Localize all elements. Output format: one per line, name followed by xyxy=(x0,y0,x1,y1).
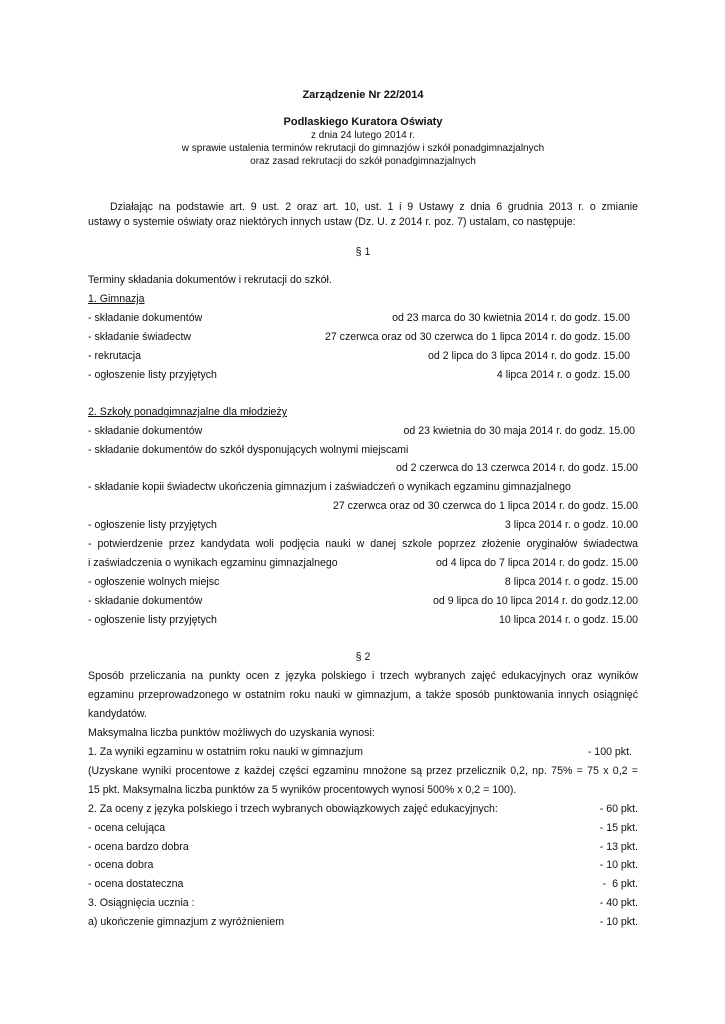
section-2-intro-line-1: Sposób przeliczania na punkty ocen z języka polskiego i trzech wybranych zajęć edukacyjnych oraz wyników xyxy=(88,670,638,682)
row-label: - ogłoszenie listy przyjętych xyxy=(88,519,217,531)
row-label: 1. Za wyniki egzaminu w ostatnim roku nauki w gimnazjum xyxy=(88,746,363,758)
row-label: - ogłoszenie listy przyjętych xyxy=(88,614,217,626)
ponadgimnazjalne-heading: 2. Szkoły ponadgimnazjalne dla młodzieży xyxy=(88,406,288,418)
row-value: - 60 pkt. xyxy=(599,803,638,815)
row-value: - 10 pkt. xyxy=(599,916,638,928)
row-value: - 13 pkt. xyxy=(599,841,638,853)
gimnazja-heading: 1. Gimnazja xyxy=(88,293,145,305)
row-value: - 40 pkt. xyxy=(599,897,638,909)
ponadgimnazjalne-row-label: - składanie dokumentów do szkół dysponujących wolnymi miejscami xyxy=(88,444,409,456)
row-value: od 9 lipca do 10 lipca 2014 r. do godz.12.00 xyxy=(433,595,638,607)
row-value: - 15 pkt. xyxy=(599,822,638,834)
row-label: - ogłoszenie listy przyjętych xyxy=(88,369,217,381)
row-label: - składanie dokumentów xyxy=(88,425,203,437)
row-label: - ocena celująca xyxy=(88,822,166,834)
row-value: 10 lipca 2014 r. o godz. 15.00 xyxy=(498,614,638,626)
row-label: - ocena dostateczna xyxy=(88,878,184,890)
row-value: 3 lipca 2014 r. o godz. 10.00 xyxy=(504,519,638,531)
row-value: - 100 pkt. xyxy=(587,746,632,758)
note-line-1: (Uzyskane wyniki procentowe z każdej części egzaminu mnożone są przez przelicznik 0,2, np. 75% = 75 x 0,2 = xyxy=(88,765,638,777)
document-subtitle: Podlaskiego Kuratora Oświaty xyxy=(283,116,443,128)
section-1-intro: Terminy składania dokumentów i rekrutacji do szkół. xyxy=(88,274,332,286)
row-value: 4 lipca 2014 r. o godz. 15.00 xyxy=(496,369,630,381)
row-value: 8 lipca 2014 r. o godz. 15.00 xyxy=(504,576,638,588)
row-value: - 10 pkt. xyxy=(599,859,638,871)
section-2-intro-line-3: kandydatów. xyxy=(88,708,147,720)
row-value: - 6 pkt. xyxy=(602,878,638,890)
row-value: od 4 lipca do 7 lipca 2014 r. do godz. 15.00 xyxy=(435,557,638,569)
row-label: i zaświadczenia o wynikach egzaminu gimnazjalnego xyxy=(88,557,338,569)
row-label: - ocena bardzo dobra xyxy=(88,841,189,853)
row-label: - składanie świadectw xyxy=(88,331,192,343)
row-value: od 2 czerwca do 13 czerwca 2014 r. do godz. 15.00 xyxy=(395,462,638,474)
ponadgimnazjalne-row-label: - potwierdzenie przez kandydata woli podjęcia nauki w danej szkole poprzez złożenie oryginałów świadectwa xyxy=(88,538,638,550)
row-label: a) ukończenie gimnazjum z wyróżnieniem xyxy=(88,916,285,928)
document-subject-line-1: w sprawie ustalenia terminów rekrutacji do gimnazjów i szkół ponadgimnazjalnych xyxy=(181,143,545,154)
row-label: - rekrutacja xyxy=(88,350,141,362)
row-value: 27 czerwca oraz od 30 czerwca do 1 lipca 2014 r. do godz. 15.00 xyxy=(332,500,638,512)
row-value: 27 czerwca oraz od 30 czerwca do 1 lipca 2014 r. do godz. 15.00 xyxy=(324,331,630,343)
section-2-heading: § 2 xyxy=(355,651,371,663)
preamble-text-1: Działając na podstawie art. 9 ust. 2 oraz art. 10, ust. 1 i 9 Ustawy z dnia 6 grudnia 2013 r. o zmianie xyxy=(110,201,638,213)
preamble-line-2: ustawy o systemie oświaty oraz niektórych innych ustaw (Dz. U. z 2014 r. poz. 7) ustalam, co następuje: xyxy=(88,216,576,228)
section-1-heading: § 1 xyxy=(355,246,371,258)
row-value: od 23 marca do 30 kwietnia 2014 r. do godz. 15.00 xyxy=(392,312,630,324)
document-subject-line-2: oraz zasad rekrutacji do szkół ponadgimnazjalnych xyxy=(250,156,476,167)
section-2-intro-line-2: egzaminu przeprowadzonego w ostatnim roku nauki w gimnazjum, a także sposób punktowania innych osiągnięć xyxy=(88,689,638,701)
row-label: 2. Za oceny z języka polskiego i trzech wybranych obowiązkowych zajęć edukacyjnych: xyxy=(88,803,498,815)
row-label: 3. Osiągnięcia ucznia : xyxy=(88,897,195,909)
preamble-line-1 xyxy=(88,200,638,214)
row-label: - składanie dokumentów xyxy=(88,312,203,324)
row-value: od 2 lipca do 3 lipca 2014 r. do godz. 15.00 xyxy=(427,350,630,362)
row-label: - ogłoszenie wolnych miejsc xyxy=(88,576,220,588)
row-label: - składanie dokumentów xyxy=(88,595,203,607)
ponadgimnazjalne-row-label: - składanie kopii świadectw ukończenia gimnazjum i zaświadczeń o wynikach egzaminu gimnazjalnego xyxy=(88,481,571,493)
row-label: - ocena dobra xyxy=(88,859,154,871)
row-value: od 23 kwietnia do 30 maja 2014 r. do godz. 15.00 xyxy=(403,425,635,437)
note-line-2: 15 pkt. Maksymalna liczba punktów za 5 wyników procentowych wynosi 500% x 0,2 = 100). xyxy=(88,784,517,796)
max-points-text: Maksymalna liczba punktów możliwych do uzyskania wynosi: xyxy=(88,727,375,739)
document-date: z dnia 24 lutego 2014 r. xyxy=(311,130,415,141)
document-title: Zarządzenie Nr 22/2014 xyxy=(302,89,424,101)
